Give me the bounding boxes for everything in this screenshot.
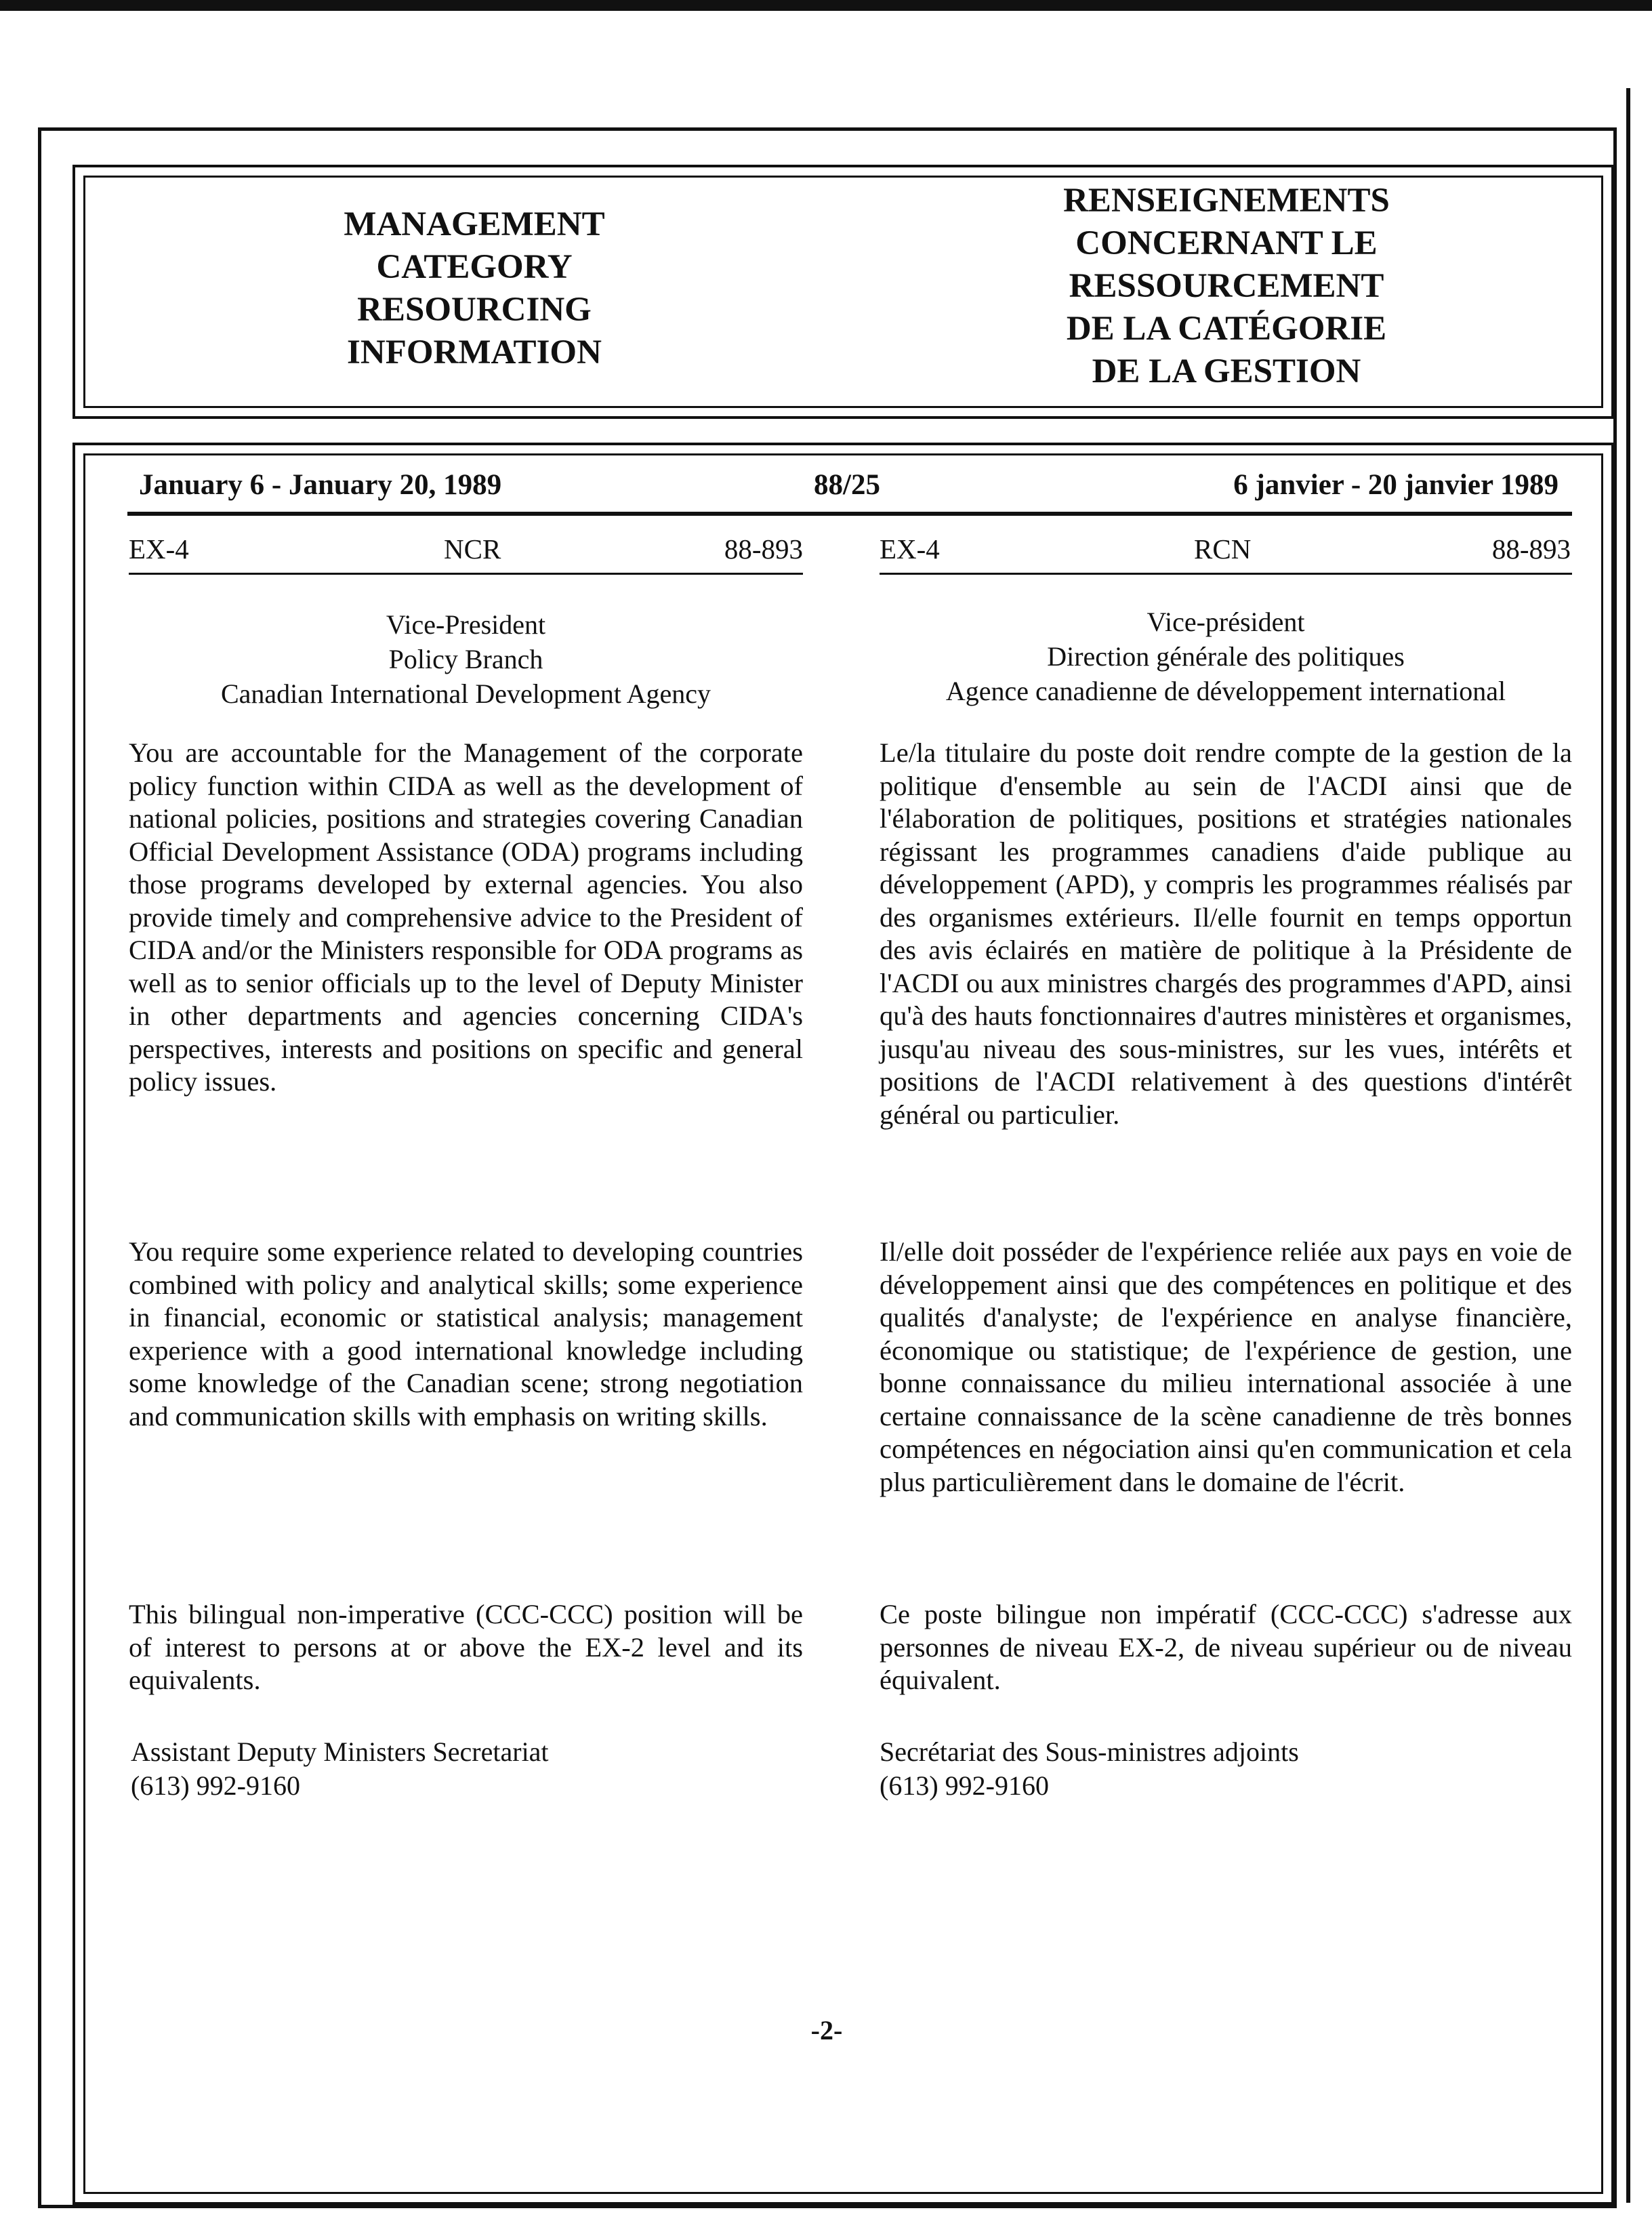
- title-fr-line: DE LA CATÉGORIE: [1066, 310, 1387, 348]
- competition-en: 88-893: [724, 533, 803, 565]
- column-rule-en: [129, 573, 803, 575]
- contact-fr: [880, 1735, 1572, 1803]
- position-heading-fr: [880, 605, 1572, 708]
- title-english: [285, 203, 664, 374]
- title-fr-line: CONCERNANT LE: [1075, 224, 1378, 262]
- date-french: 6 janvier - 20 janvier 1989: [1233, 469, 1558, 501]
- location-fr: RCN: [1194, 533, 1252, 565]
- branch-en: Policy Branch: [388, 644, 543, 674]
- title-fr-line: DE LA GESTION: [1092, 352, 1361, 390]
- agency-fr: Agence canadienne de développement international: [945, 676, 1506, 706]
- column-rule-fr: [880, 573, 1572, 575]
- scan-top-edge: [0, 0, 1652, 11]
- date-english: January 6 - January 20, 1989: [139, 469, 502, 501]
- title-en-line: RESOURCING: [357, 291, 592, 329]
- contact-phone-fr: (613) 992-9160: [880, 1770, 1049, 1801]
- requirements-fr: Il/elle doit posséder de l'expérience reliée aux pays en voie de développement ainsi que des compétences en politique et des qualités d'analyste; de l'expérience en analyse financière, économique ou statistique; de l'expérience de gestion, une bonne connaissance du milieu international associée à une certaine connaissance de la scène canadienne de très bonnes compétences en négociation ainsi qu'en communication et cela plus particulièrement dans le domaine de l'écrit.: [880, 1236, 1572, 1497]
- requirements-en: You require some experience related to developing countries combined with policy and analytical skills; some experience in financial, economic or statistical analysis; management experience with a good international knowledge including some knowledge of the Canadian scene; strong negotiation and communication skills with emphasis on writing skills.: [129, 1236, 803, 1431]
- title-french: [983, 180, 1470, 393]
- eligibility-fr: Ce poste bilingue non impératif (CCC-CCC) s'adresse aux personnes de niveau EX-2, de niveau supérieur ou de niveau équivalent.: [880, 1599, 1572, 1695]
- location-en: NCR: [444, 533, 501, 565]
- contact-phone-en: (613) 992-9160: [131, 1770, 300, 1801]
- scan-right-edge: [1626, 88, 1645, 2203]
- level-fr: EX-4: [880, 533, 940, 565]
- contact-en: [131, 1735, 805, 1803]
- contact-office-en: Assistant Deputy Ministers Secretariat: [131, 1736, 549, 1767]
- bulletin-number: 88/25: [814, 469, 880, 501]
- position-heading-en: [129, 607, 803, 711]
- title-fr-line: RENSEIGNEMENTS: [1063, 182, 1390, 220]
- position-title-fr: Vice-président: [1147, 607, 1305, 637]
- contact-office-fr: Secrétariat des Sous-ministres adjoints: [880, 1736, 1299, 1767]
- page-number: -2-: [810, 2015, 843, 2046]
- branch-fr: Direction générale des politiques: [1047, 641, 1405, 672]
- duties-en: You are accountable for the Management of the corporate policy function within CIDA as well as the development of national policies, positions and strategies covering Canadian Official Development Assistance (ODA) programs including those programs developed by external agencies. You also provide timely and comprehensive advice to the President of CIDA and/or the Ministers responsible for ODA programs as well as to senior officials up to the level of Deputy Minister in other departments and agencies concerning CIDA's perspectives, interests and positions on specific and general policy issues.: [129, 737, 803, 1097]
- title-en-line: INFORMATION: [347, 333, 602, 371]
- title-en-line: CATEGORY: [376, 248, 573, 286]
- date-rule: [127, 512, 1572, 516]
- competition-fr: 88-893: [1491, 533, 1571, 565]
- eligibility-en: This bilingual non-imperative (CCC-CCC) position will be of interest to persons at or above the EX-2 level and its equivalents.: [129, 1599, 803, 1695]
- title-fr-line: RESSOURCEMENT: [1069, 267, 1384, 305]
- level-en: EX-4: [129, 533, 189, 565]
- position-title-en: Vice-President: [386, 609, 546, 640]
- duties-fr: Le/la titulaire du poste doit rendre compte de la gestion de la politique d'ensemble au sein de l'ACDI ainsi que de l'élaboration de politiques, positions et stratégies nationales régissant les programmes canadiens d'aide publique au développement (APD), y compris les programmes réalisés par des organismes extérieurs. Il/elle fournit en temps opportun des avis éclairés en matière de politique à la Présidente de l'ACDI ou aux ministres chargés des programmes d'APD, ainsi qu'à des hauts fonctionnaires d'autres ministères et organismes, jusqu'au niveau des sous-ministres, sur les vues, intérêts et positions de l'ACDI relativement à des questions d'intérêt général ou particulier.: [880, 737, 1572, 1130]
- agency-en: Canadian International Development Agency: [220, 678, 711, 709]
- title-en-line: MANAGEMENT: [344, 205, 605, 243]
